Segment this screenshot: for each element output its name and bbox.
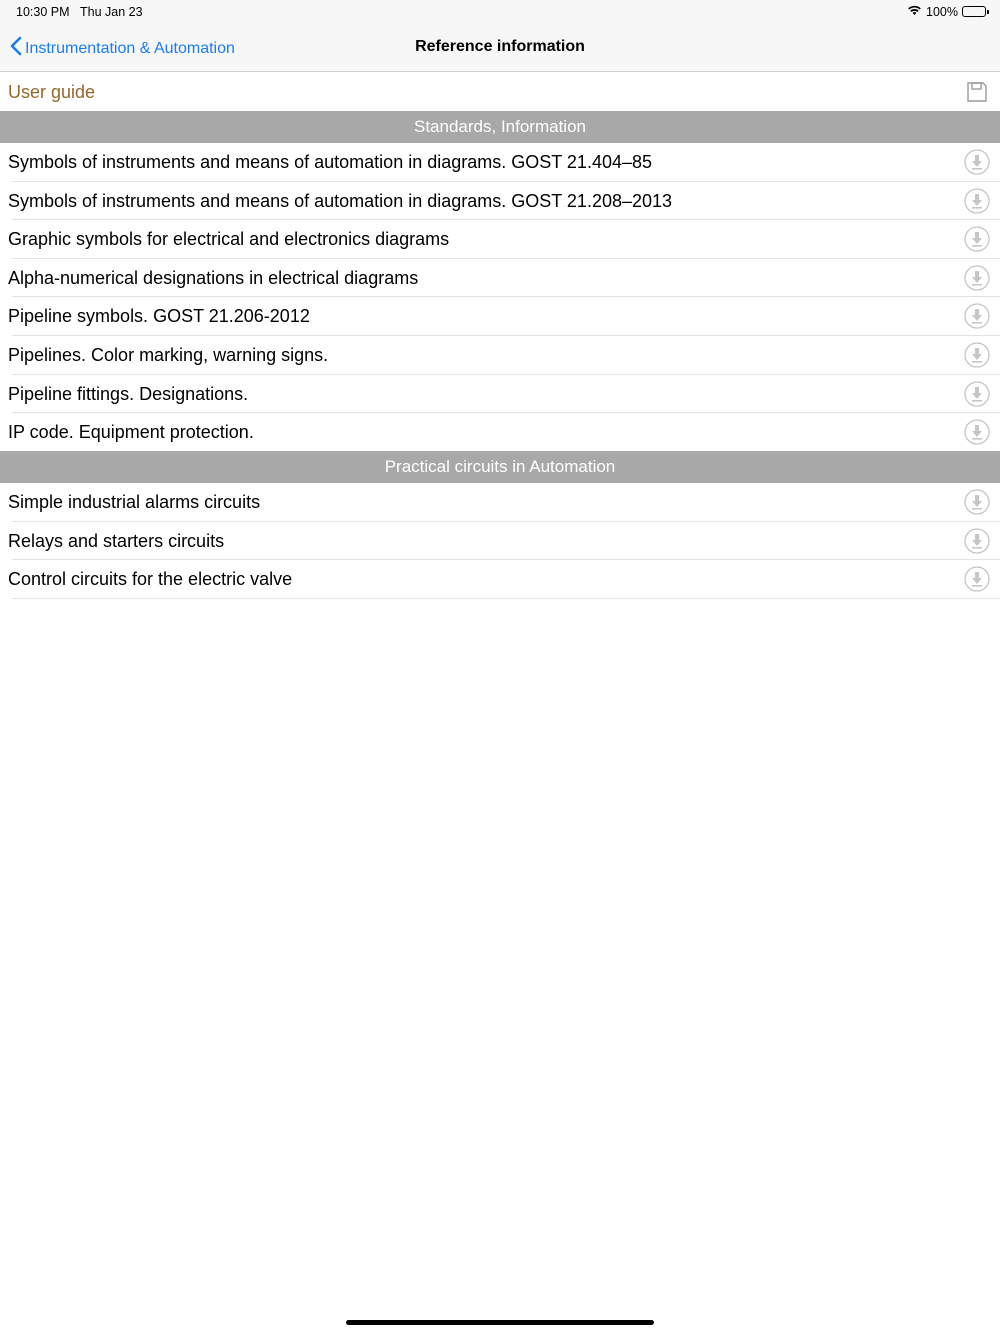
status-right bbox=[907, 4, 986, 19]
user-guide-row[interactable] bbox=[0, 73, 1000, 111]
list-item-label: IP code. Equipment protection. bbox=[8, 422, 254, 443]
save-icon[interactable] bbox=[966, 81, 988, 108]
status-bar bbox=[0, 0, 1000, 24]
list-item[interactable] bbox=[0, 413, 1000, 452]
battery-icon bbox=[962, 6, 986, 17]
status-date: Thu Jan 23 bbox=[80, 5, 143, 19]
list-item-label: Alpha-numerical designations in electrical diagrams bbox=[8, 267, 419, 288]
download-icon[interactable] bbox=[964, 303, 990, 334]
download-icon[interactable] bbox=[964, 419, 990, 450]
back-label: Instrumentation & Automation bbox=[25, 39, 235, 57]
download-icon[interactable] bbox=[964, 489, 990, 520]
list-item-label: Simple industrial alarms circuits bbox=[8, 492, 261, 512]
home-indicator[interactable] bbox=[346, 1320, 654, 1325]
page-title: Reference information bbox=[415, 38, 585, 55]
status-time: 10:30 PM bbox=[16, 5, 70, 19]
list-item-label: Graphic symbols for electrical and electronics diagrams bbox=[8, 229, 450, 250]
download-icon[interactable] bbox=[964, 149, 990, 180]
download-icon[interactable] bbox=[964, 566, 990, 597]
chevron-left-icon bbox=[10, 36, 25, 61]
list-item-label: Pipelines. Color marking, warning signs. bbox=[8, 344, 329, 365]
list-item-label: Control circuits for the electric valve bbox=[8, 569, 293, 590]
battery-percent: 100% bbox=[926, 4, 958, 19]
list-item[interactable] bbox=[0, 522, 1000, 561]
download-icon[interactable] bbox=[964, 381, 990, 412]
list-item[interactable] bbox=[0, 336, 1000, 375]
back-button[interactable] bbox=[10, 36, 235, 61]
list-item[interactable] bbox=[0, 297, 1000, 336]
section-header-practical-circuits: Practical circuits in Automation bbox=[0, 451, 1000, 483]
list-item-label: Symbols of instruments and means of automation in diagrams. GOST 21.404–85 bbox=[8, 152, 653, 172]
standards-list bbox=[0, 143, 1000, 452]
list-item[interactable] bbox=[0, 143, 1000, 182]
navigation-bar bbox=[0, 24, 1000, 72]
list-item[interactable] bbox=[0, 375, 1000, 414]
download-icon[interactable] bbox=[964, 265, 990, 296]
list-item[interactable] bbox=[0, 483, 1000, 522]
download-icon[interactable] bbox=[964, 342, 990, 373]
download-icon[interactable] bbox=[964, 528, 990, 559]
practical-circuits-list bbox=[0, 483, 1000, 599]
section-header-standards: Standards, Information bbox=[0, 111, 1000, 143]
user-guide-label: User guide bbox=[8, 82, 96, 102]
list-item[interactable] bbox=[0, 259, 1000, 298]
list-item-label: Symbols of instruments and means of automation in diagrams. GOST 21.208–2013 bbox=[8, 190, 673, 211]
wifi-icon bbox=[907, 4, 922, 19]
list-item-label: Pipeline symbols. GOST 21.206-2012 bbox=[8, 306, 310, 327]
list-item-label: Pipeline fittings. Designations. bbox=[8, 383, 249, 404]
download-icon[interactable] bbox=[964, 188, 990, 219]
list-item[interactable] bbox=[0, 220, 1000, 259]
list-item[interactable] bbox=[0, 560, 1000, 599]
download-icon[interactable] bbox=[964, 226, 990, 257]
list-item-label: Relays and starters circuits bbox=[8, 530, 225, 551]
list-item[interactable] bbox=[0, 182, 1000, 221]
